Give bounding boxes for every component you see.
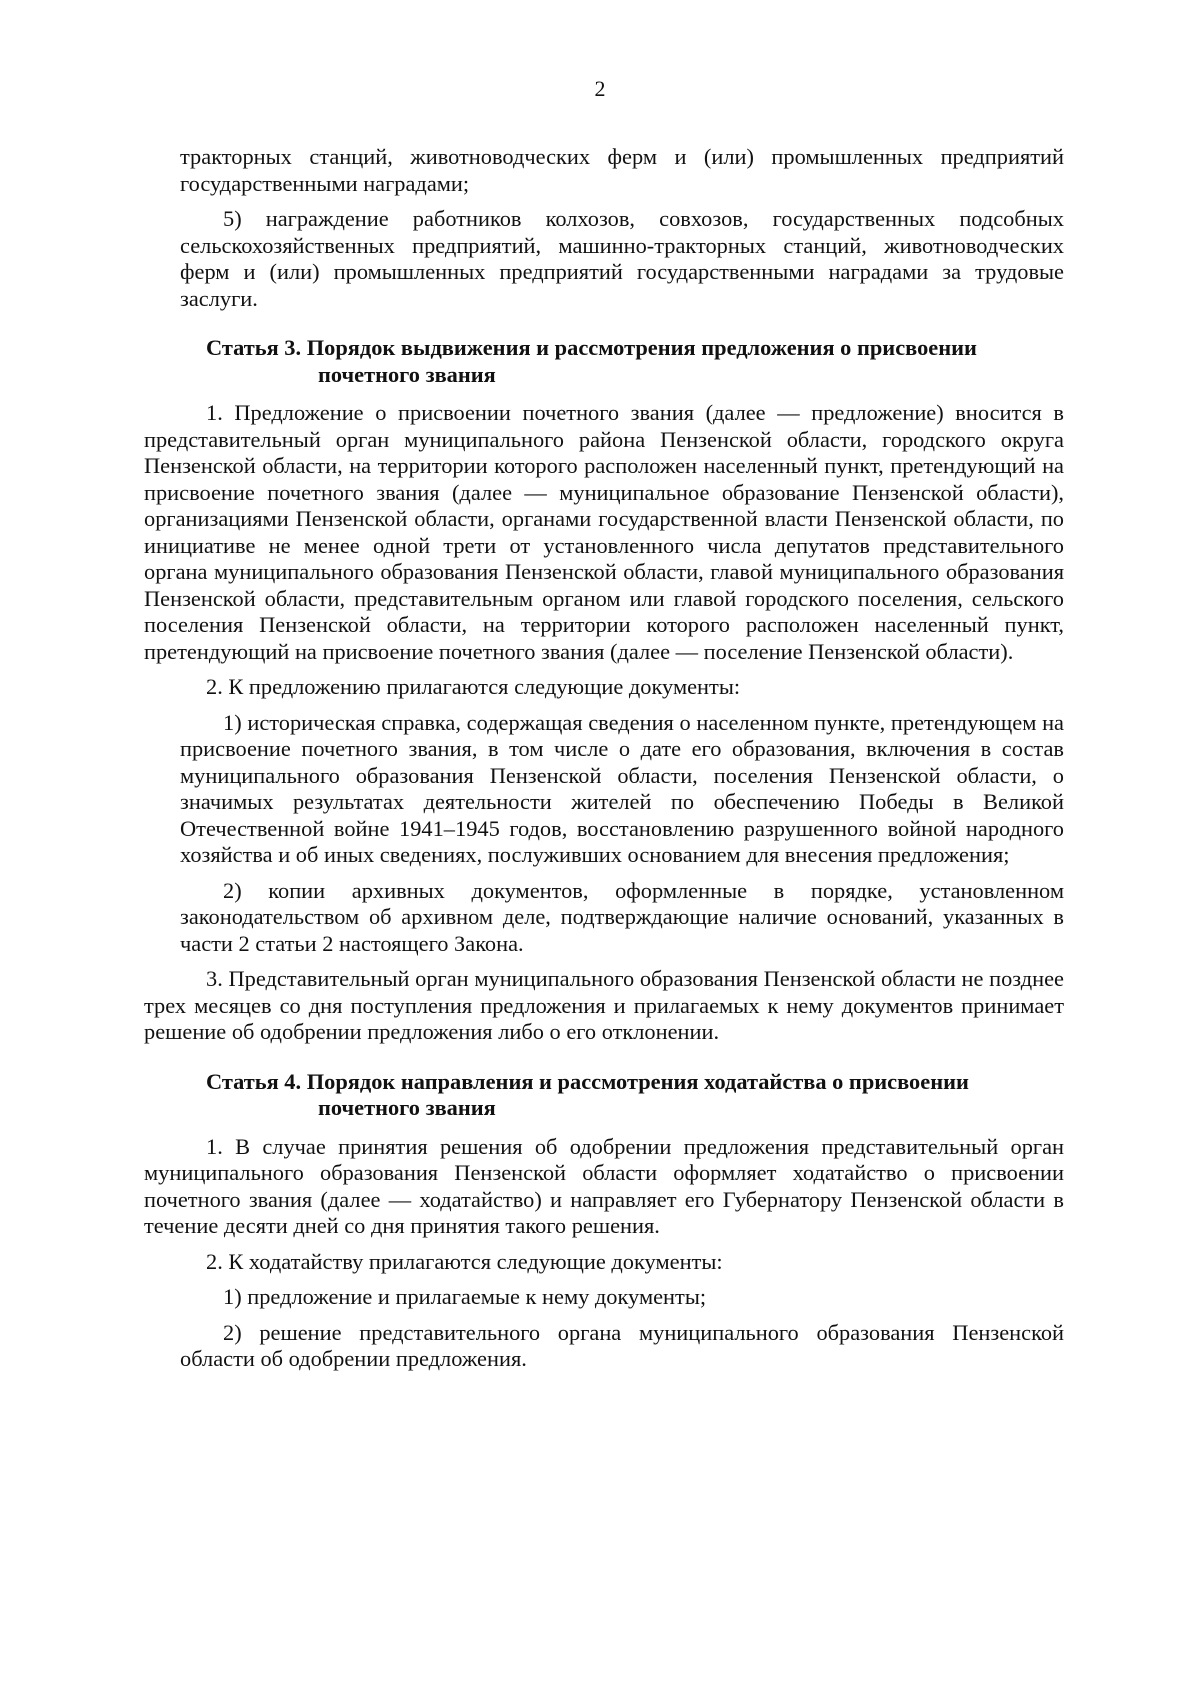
- paragraph: 2) копии архивных документов, оформленные в порядке, установленном законодательством об архивном деле, подтверждающие наличие оснований, указанных в части 2 статьи 2 настоящего Закона.: [180, 877, 1064, 956]
- page-number: 2: [594, 76, 606, 101]
- paragraph: тракторных станций, животноводческих ферм и (или) промышленных предприятий государственными наградами;: [180, 144, 1064, 196]
- paragraph: 5) награждение работников колхозов, совхозов, государственных подсобных сельскохозяйственных предприятий, машинно-тракторных станций, животноводческих ферм и (или) промышленных предприятий государственными наградами за трудовые заслуги.: [180, 206, 1064, 311]
- document-body: [144, 144, 1064, 1373]
- paragraph: 1. В случае принятия решения об одобрении предложения представительный орган муниципального образования Пензенской области оформляет ходатайство о присвоении почетного звания (далее — ходатайство) и направляет его Губернатору Пензенской области в течение десяти дней со дня принятия такого решения.: [144, 1133, 1064, 1238]
- heading-line: почетного звания: [318, 1095, 496, 1120]
- paragraph: 2. К предложению прилагаются следующие документы:: [206, 674, 741, 699]
- heading-line: почетного звания: [318, 361, 496, 387]
- paragraph: 3. Представительный орган муниципального образования Пензенской области не позднее трех месяцев со дня поступления предложения и прилагаемых к нему документов принимает решение об одобрении предложения либо о его отклонении.: [144, 966, 1064, 1044]
- heading-line: Статья 4. Порядок направления и рассмотрения ходатайства о присвоении: [206, 1068, 969, 1094]
- paragraph: 2. К ходатайству прилагаются следующие документы:: [206, 1248, 723, 1274]
- paragraph: 1) предложение и прилагаемые к нему документы;: [223, 1284, 707, 1309]
- paragraph: 1. Предложение о присвоении почетного звания (далее — предложение) вносится в представительный орган муниципального района Пензенской области, городского округа Пензенской области, на территории которого расположен населенный пункт, претендующий на присвоение почетного звания (далее — муниципальное образование Пензенской области), организациями Пензенской области, органами государственной власти Пензенской области, по инициативе не менее одной трети от установленного числа депутатов представительного органа муниципального образования Пензенской области, главой муниципального образования Пензенской области, представительным органом или главой городского поселения, сельского поселения Пензенской области, на территории которого расположен населенный пункт, претендующий на присвоение почетного звания (далее — поселение Пензенской области).: [144, 400, 1064, 664]
- paragraph: 1) историческая справка, содержащая сведения о населенном пункте, претендующем на присвоение почетного звания, в том числе о дате его образования, включения в состав муниципального образования Пензенской области, поселения Пензенской области, о значимых результатах деятельности жителей по обеспечению Победы в Великой Отечественной войне 1941–1945 годов, восстановлению разрушенного войной народного хозяйства и об иных сведениях, послуживших основанием для внесения предложения;: [180, 709, 1064, 867]
- article-3-heading: [144, 335, 1064, 388]
- heading-line: Статья 3. Порядок выдвижения и рассмотрения предложения о присвоении: [206, 335, 977, 360]
- paragraph: 2) решение представительного органа муниципального образования Пензенской области об одобрении предложения.: [180, 1319, 1064, 1371]
- article-4-heading: [144, 1069, 1064, 1122]
